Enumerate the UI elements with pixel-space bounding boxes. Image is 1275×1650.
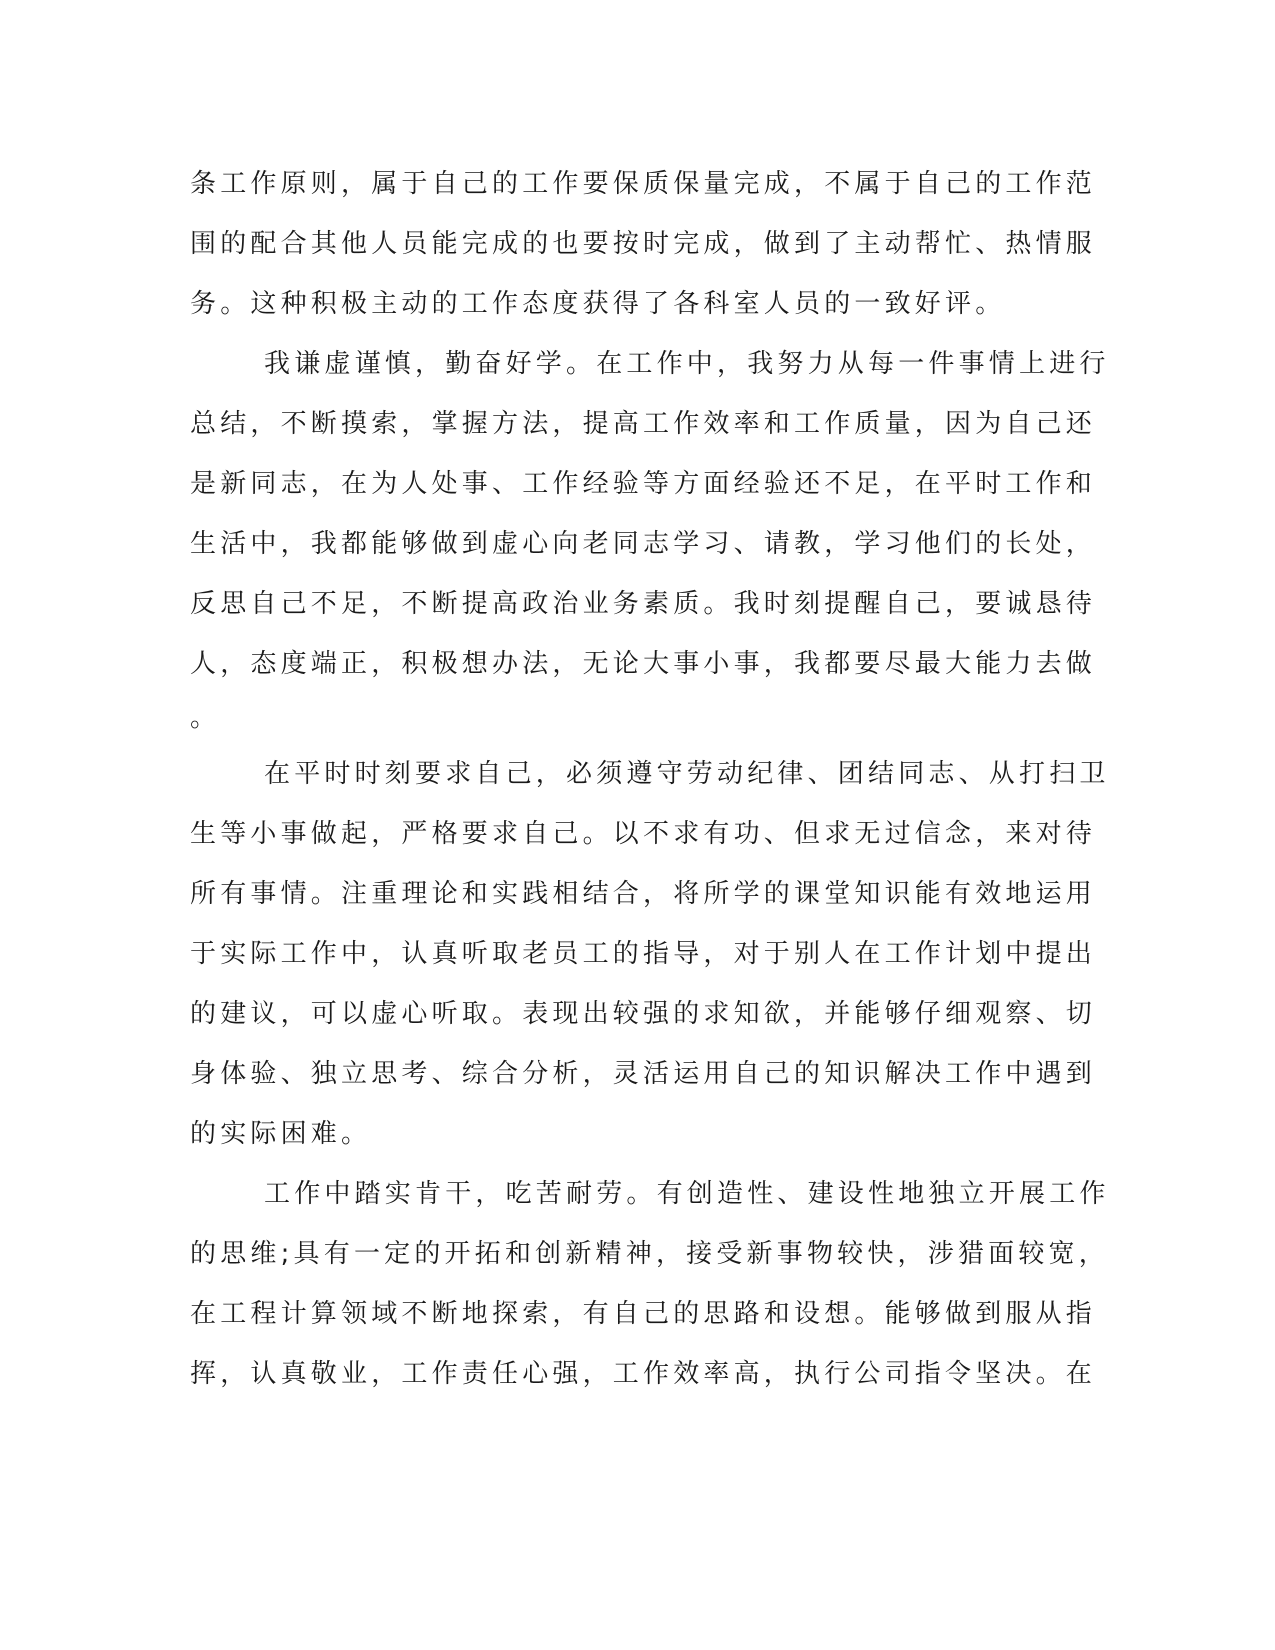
paragraph-first-line: 工作中踏实肯干，吃苦耐劳。有创造性、建设性地独立开展工作 (264, 1179, 1110, 1209)
text-line: 所有事情。注重理论和实践相结合，将所学的课堂知识能有效地运用 (190, 879, 1097, 909)
paragraph-first-line: 在平时时刻要求自己，必须遵守劳动纪律、团结同志、从打扫卫 (264, 759, 1110, 789)
text-line: 的思维;具有一定的开拓和创新精神，接受新事物较快，涉猎面较宽， (190, 1239, 1109, 1269)
text-line: 反思自己不足，不断提高政治业务素质。我时刻提醒自己，要诚恳待 (190, 589, 1097, 619)
text-line: 是新同志，在为人处事、工作经验等方面经验还不足，在平时工作和 (190, 469, 1097, 499)
paragraph-first-line: 我谦虚谨慎，勤奋好学。在工作中，我努力从每一件事情上进行 (264, 349, 1110, 379)
text-line: 条工作原则，属于自己的工作要保质保量完成，不属于自己的工作范 (190, 169, 1097, 199)
text-line: 围的配合其他人员能完成的也要按时完成，做到了主动帮忙、热情服 (190, 229, 1097, 259)
text-line: 在工程计算领域不断地探索，有自己的思路和设想。能够做到服从指 (190, 1299, 1097, 1329)
text-line: 总结，不断摸索，掌握方法，提高工作效率和工作质量，因为自己还 (190, 409, 1097, 439)
text-line: 生等小事做起，严格要求自己。以不求有功、但求无过信念，来对待 (190, 819, 1097, 849)
text-line: 于实际工作中，认真听取老员工的指导，对于别人在工作计划中提出 (190, 939, 1097, 969)
text-line: 生活中，我都能够做到虚心向老同志学习、请教，学习他们的长处， (190, 529, 1097, 559)
text-line: 挥，认真敬业，工作责任心强，工作效率高，执行公司指令坚决。在 (190, 1359, 1097, 1389)
text-line: 的建议，可以虚心听取。表现出较强的求知欲，并能够仔细观察、切 (190, 999, 1097, 1029)
text-line: 身体验、独立思考、综合分析，灵活运用自己的知识解决工作中遇到 (190, 1059, 1097, 1089)
text-line: 的实际困难。 (190, 1119, 372, 1149)
text-line: 人，态度端正，积极想办法，无论大事小事，我都要尽最大能力去做 (190, 649, 1097, 679)
text-line: 务。这种积极主动的工作态度获得了各科室人员的一致好评。 (190, 289, 1006, 319)
text-line: 。 (190, 703, 221, 733)
